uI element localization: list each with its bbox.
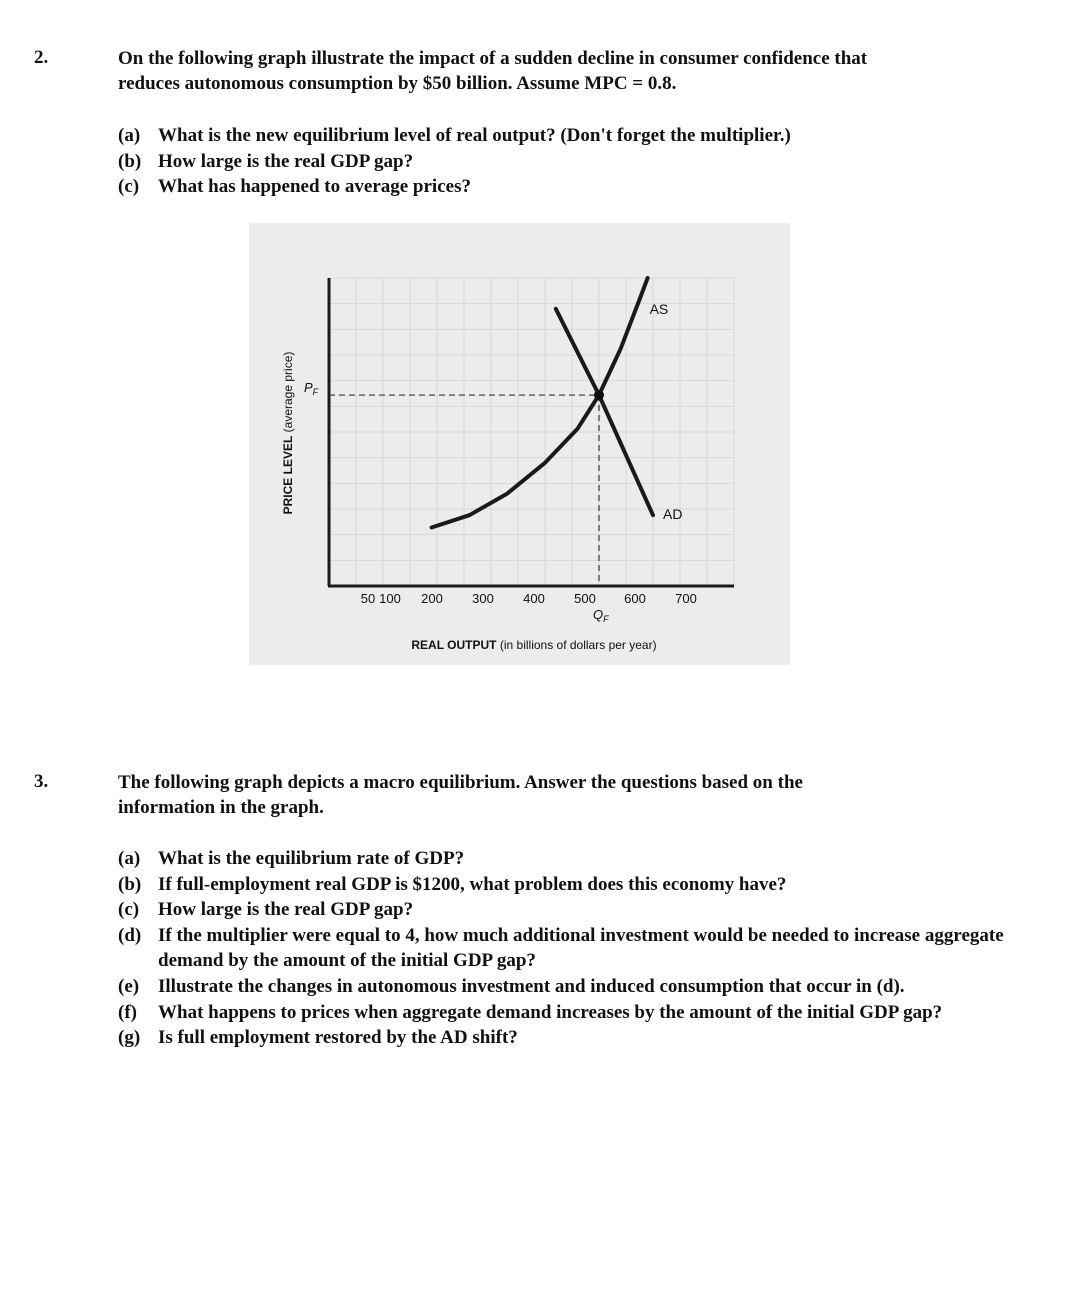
- subquestion: [118, 1025, 1018, 1051]
- qf-main: Q: [593, 607, 604, 622]
- subquestion: [118, 923, 1018, 974]
- x-tick-label: 100: [379, 591, 401, 606]
- subquestion: [118, 974, 1018, 1000]
- subquestion-label: (b): [118, 150, 142, 172]
- ad-as-chart: [249, 223, 790, 665]
- pf-main: P: [304, 380, 313, 396]
- subquestion: [118, 897, 1018, 923]
- grid: [329, 278, 734, 586]
- subquestion: [118, 1000, 1018, 1026]
- y-axis-label-rest: (average price): [281, 351, 295, 436]
- question-2-subquestions: [118, 123, 1018, 200]
- pf-label: [304, 380, 319, 397]
- as-label: AS: [649, 301, 669, 317]
- y-axis-label-bold: PRICE LEVEL: [281, 435, 295, 515]
- subquestion-text: If full-employment real GDP is $1200, what problem does this economy have?: [158, 873, 787, 895]
- subquestion-label: (e): [118, 975, 140, 997]
- question-2-stem: [118, 46, 1018, 96]
- subquestion-label: (a): [118, 125, 141, 146]
- question-3-stem-line-2: information in the graph.: [118, 797, 324, 818]
- subquestion-label: (f): [118, 1001, 137, 1023]
- x-tick-label: 600: [624, 591, 646, 606]
- question-3-number: 3.: [34, 771, 49, 792]
- subquestion-label: (c): [118, 899, 140, 921]
- x-tick-labels: [361, 591, 697, 606]
- subquestion: [118, 872, 1018, 898]
- subquestion-text: What happens to prices when aggregate demand increases by the amount of the initial GDP gap?: [158, 1001, 943, 1023]
- qf-subscript: F: [603, 614, 609, 624]
- subquestion-text: If the multiplier were equal to 4, how much additional investment would be needed to increase aggregate demand by the amount of the initial GDP gap?: [158, 924, 1004, 972]
- ad-label: AD: [663, 506, 683, 523]
- pf-subscript: F: [312, 387, 319, 398]
- subquestion-text: What has happened to average prices?: [158, 176, 471, 198]
- subquestion-text: How large is the real GDP gap?: [158, 899, 414, 921]
- equilibrium-point: [594, 390, 604, 400]
- x-tick-label: 50: [360, 591, 376, 606]
- question-2-number: 2.: [34, 47, 49, 68]
- x-axis-label: [411, 638, 656, 652]
- subquestion-label: (c): [118, 176, 140, 198]
- subquestion: [118, 846, 1018, 872]
- subquestion: [118, 174, 1018, 200]
- x-tick-label: 200: [421, 591, 443, 606]
- subquestion: [118, 149, 1018, 175]
- subquestion-text: Is full employment restored by the AD shift?: [158, 1027, 518, 1049]
- subquestion-text: What is the equilibrium rate of GDP?: [158, 848, 465, 869]
- subquestion-label: (g): [118, 1027, 141, 1049]
- subquestion-text: Illustrate the changes in autonomous investment and induced consumption that occur in (d).: [158, 975, 905, 997]
- ad-as-graph: [249, 223, 790, 665]
- subquestion-label: (b): [118, 873, 142, 895]
- ad-curve: [556, 309, 653, 515]
- x-tick-label: 700: [675, 591, 697, 606]
- x-tick-label: 400: [523, 591, 545, 606]
- question-3-subquestions: [118, 846, 1018, 1051]
- subquestion-label: (a): [118, 848, 141, 869]
- x-tick-label: 300: [472, 591, 494, 606]
- subquestion-text: How large is the real GDP gap?: [158, 150, 414, 172]
- subquestion-label: (d): [118, 924, 142, 946]
- qf-label: [593, 607, 609, 624]
- question-3-stem-line-1: The following graph depicts a macro equilibrium. Answer the questions based on the: [118, 772, 803, 793]
- x-axis-label-rest: (in billions of dollars per year): [496, 638, 657, 652]
- x-tick-label: 500: [574, 591, 596, 606]
- question-2-stem-line-1: On the following graph illustrate the impact of a sudden decline in consumer confidence that: [118, 48, 868, 69]
- subquestion: [118, 123, 1018, 149]
- question-3-stem: [118, 770, 1018, 820]
- y-axis-label: [281, 352, 295, 515]
- x-axis-label-bold: REAL OUTPUT: [411, 638, 497, 652]
- question-2-stem-line-2: reduces autonomous consumption by $50 billion. Assume MPC = 0.8.: [118, 73, 677, 94]
- subquestion-text: What is the new equilibrium level of real output? (Don't forget the multiplier.): [158, 125, 791, 146]
